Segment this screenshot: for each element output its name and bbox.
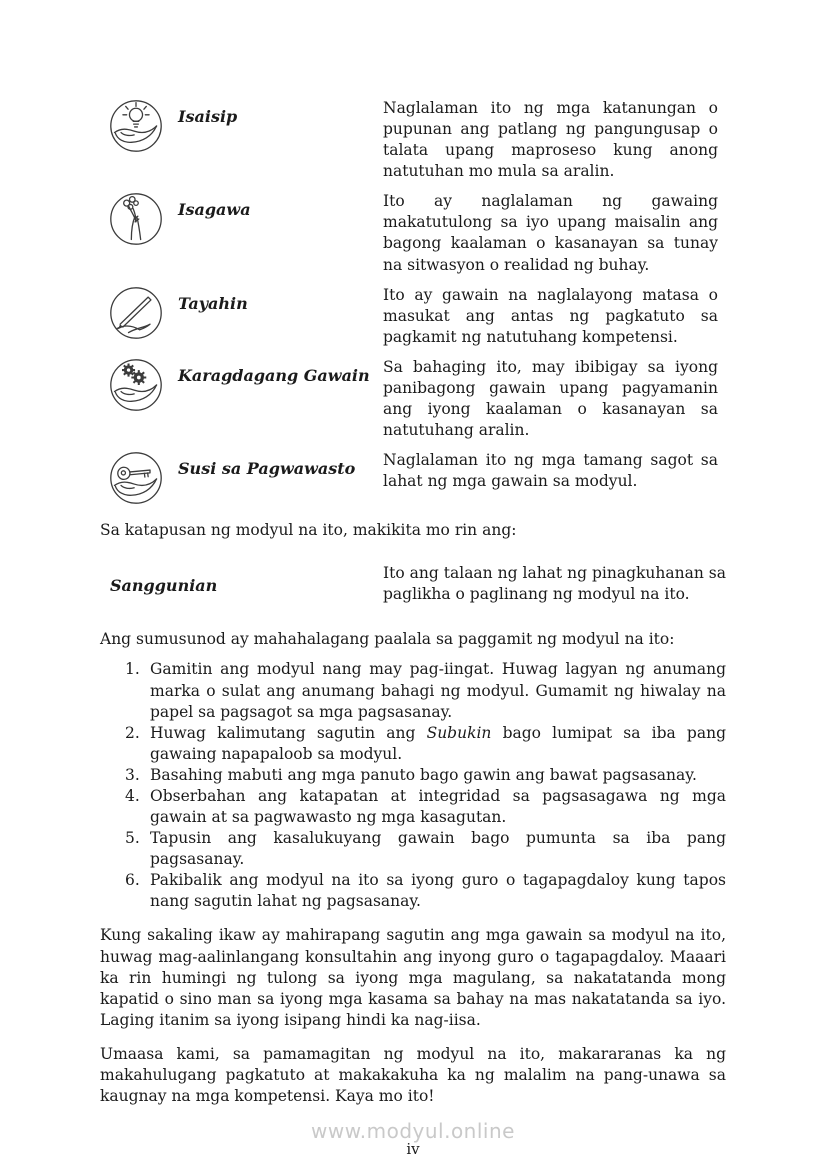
legend-row-susi-sa-pagwawasto <box>100 450 726 506</box>
list-number: 3. <box>125 765 140 784</box>
body-paragraph: Kung sakaling ikaw ay mahirapang sagutin ang mga gawain sa modyul na ito, huwag mag-aalinlangang konsultahin ang inyong guro o tagapagdaloy. Maaari ka rin humingi ng tulong sa iyong mga magulang, sa nakatatanda mong kapatid o sino man sa iyong mga kasama sa bahay na mas nakatatanda sa iyo. Laging itanim sa iyong isipang hindi ka nag-iisa. <box>100 926 726 1029</box>
sanggunian-description: Ito ang talaan ng lahat ng pinagkuhanan sa paglikha o paglinang ng modyul na ito. <box>383 564 726 604</box>
sanggunian-row <box>100 563 726 605</box>
list-item <box>100 723 726 765</box>
legend-label: Susi sa Pagwawasto <box>178 459 356 479</box>
list-item <box>100 659 726 722</box>
list-item <box>100 765 726 786</box>
flowers-hand-icon <box>108 191 164 247</box>
list-item <box>100 786 726 828</box>
legend-description: Sa bahaging ito, may ibibigay sa iyong panibagong gawain upang pagyamanin ang iyong kaalaman o kasanayan sa natutuhang aralin. <box>383 357 718 440</box>
legend-description: Naglalaman ito ng mga tamang sagot sa lahat ng mga gawain sa modyul. <box>383 451 718 491</box>
legend-row-isaisip <box>100 98 726 182</box>
legend-description: Ito ay naglalaman ng gawaing makatutulong sa iyo upang maisalin ang bagong kaalaman o kasanayan sa tunay na sitwasyon o realidad ng buhay. <box>383 192 718 274</box>
list-text: Pakibalik ang modyul na ito sa iyong guro o tagapagdaloy kung tapos nang sagutin lahat ng pagsasanay. <box>150 871 726 911</box>
reminders-list <box>100 659 726 912</box>
legend-label: Tayahin <box>178 293 248 313</box>
legend-row-tayahin <box>100 285 726 348</box>
list-number: 5. <box>125 829 140 848</box>
list-number: 1. <box>125 660 140 679</box>
lightbulb-hand-icon <box>108 98 164 154</box>
page-number: iv <box>406 1140 420 1159</box>
list-text: Gamitin ang modyul nang may pag-iingat. Huwag lagyan ng anumang marka o sulat ang anumang bahagi ng modyul. Gumamit ng hiwalay na papel sa pagsagot sa mga pagsasanay. <box>150 660 726 721</box>
reminders-intro: Ang sumusunod ay mahahalagang paalala sa paggamit ng modyul na ito: <box>100 630 675 649</box>
watermark: www.modyul.online <box>311 1118 515 1143</box>
list-number: 6. <box>125 871 140 890</box>
pen-hand-icon <box>108 285 164 341</box>
legend-label: Isagawa <box>178 200 251 220</box>
legend-row-isagawa <box>100 191 726 275</box>
list-item <box>100 870 726 912</box>
legend-description: Naglalaman ito ng mga katanungan o pupunan ang patlang ng pangungusap o talata upang maproseso kung anong natutuhan mo mula sa aralin. <box>383 99 718 181</box>
gears-hand-icon <box>108 357 164 413</box>
list-item <box>100 828 726 870</box>
list-number: 4. <box>125 786 140 805</box>
list-text: Tapusin ang kasalukuyang gawain bago pumunta sa iba pang pagsasanay. <box>150 829 726 869</box>
key-hand-icon <box>108 450 164 506</box>
closing-note: Sa katapusan ng modyul na ito, makikita mo rin ang: <box>100 521 517 540</box>
sanggunian-label: Sanggunian <box>110 576 218 596</box>
legend-label: Karagdagang Gawain <box>178 365 370 385</box>
list-number: 2. <box>125 723 140 742</box>
list-text: Huwag kalimutang sagutin ang Subukin bago lumipat sa iba pang gawaing napapaloob sa modyul. <box>150 723 726 763</box>
legend-row-karagdagang-gawain <box>100 357 726 441</box>
list-text: Basahing mabuti ang mga panuto bago gawin ang bawat pagsasanay. <box>150 765 697 784</box>
legend-description: Ito ay gawain na naglalayong matasa o masukat ang antas ng pagkatuto sa pagkamit ng natutuhang kompetensi. <box>383 285 718 346</box>
legend-label: Isaisip <box>178 107 238 126</box>
list-text: Obserbahan ang katapatan at integridad sa pagsasagawa ng mga gawain at sa pagwawasto ng mga kasagutan. <box>150 786 726 827</box>
italic-term: Subukin <box>426 723 492 742</box>
body-paragraph: Umaasa kami, sa pamamagitan ng modyul na ito, makararanas ka ng makahulugang pagkatuto at makakakuha ka ng malalim na pang-unawa sa kaugnay na mga kompetensi. Kaya mo ito! <box>100 1044 726 1105</box>
